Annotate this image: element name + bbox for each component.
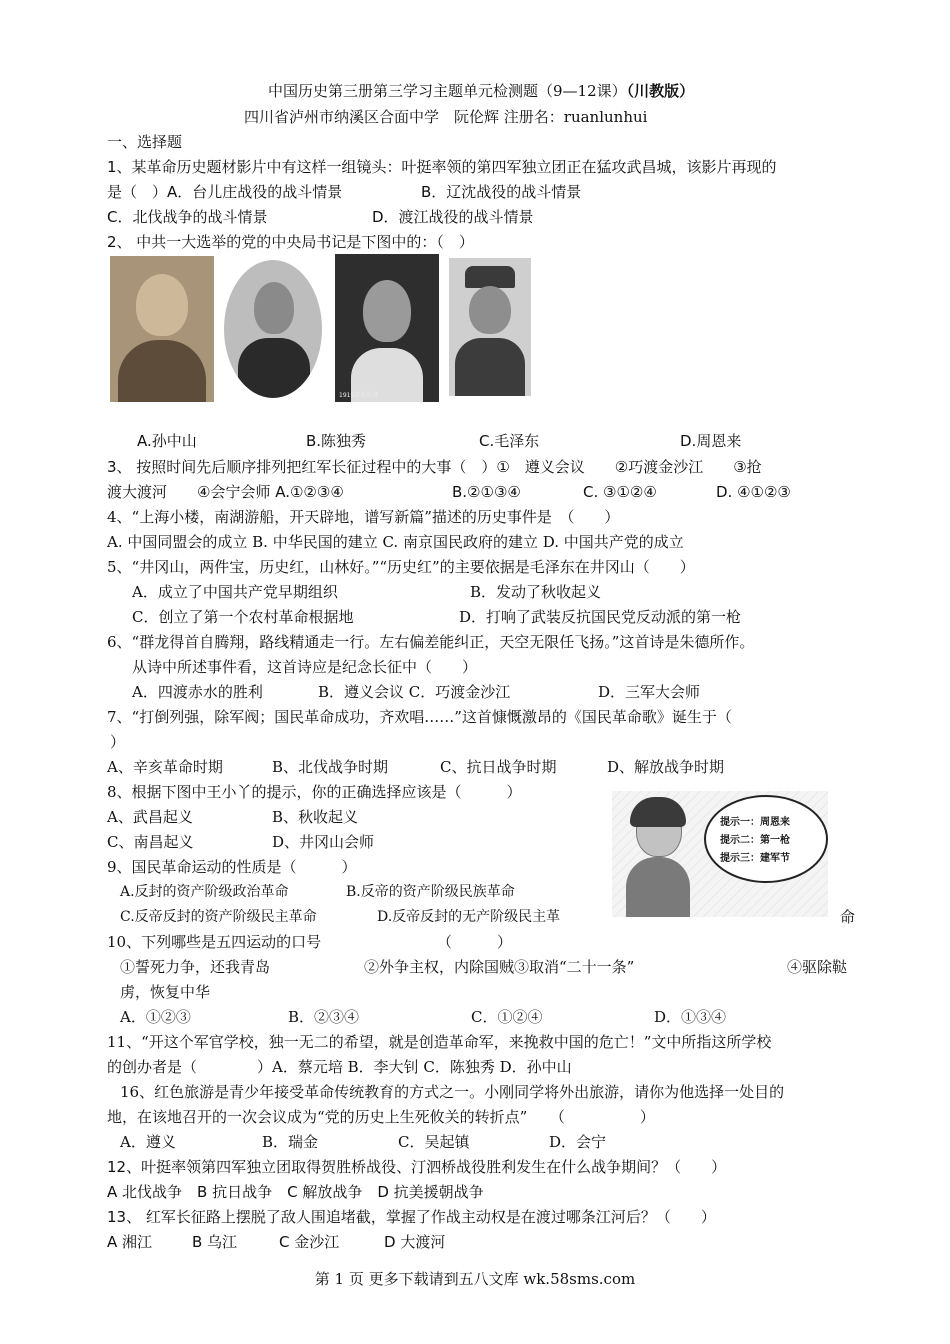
q8-stem: 8、根据下图中王小丫的提示，你的正确选择应该是（ ） [107, 783, 522, 801]
q8-option-a: A、武昌起义 [107, 808, 193, 826]
q1-stem: 1、某革命历史题材影片中有这样一组镜头：叶挺率领的第四军独立团正在猛攻武昌城，该影片再现的 [107, 158, 777, 176]
title-text: 中国历史第三册第三学习主题单元检测题（9—12课） [268, 82, 627, 100]
q10-option-c: C．①②④ [471, 1008, 543, 1026]
q11-stem: 11、“开这个军官学校，独一无二的希望，就是创造革命军，来挽救中国的危亡！”文中所指这所学校 [107, 1033, 772, 1051]
q13-option-d: D 大渡河 [384, 1233, 446, 1251]
q1-option-c: C．北伐战争的战斗情景 [107, 208, 268, 226]
q4-options: A. 中国同盟会的成立 B. 中华民国的建立 C. 南京国民政府的建立 D. 中国共产党的成立 [107, 533, 684, 551]
hint-two: 提示二：第一枪 [720, 835, 790, 846]
q1-option-d: D．渡江战役的战斗情景 [372, 208, 534, 226]
q16-stem-2: 地，在该地召开的一次会议成为“党的历史上生死攸关的转折点” （ ） [107, 1108, 655, 1126]
q3-stem: 3、 按照时间先后顺序排列把红军长征过程中的大事（ ）① 遵义会议 ②巧渡金沙江 ③抢 [107, 458, 762, 476]
q9-option-c: C.反帝反封的资产阶级民主革命 [120, 909, 317, 925]
q7-option-c: C、抗日战争时期 [440, 758, 557, 776]
q7-stem: 7、“打倒列强，除军阀；国民革命成功，齐欢唱……”这首慷慨激昂的《国民革命歌》诞生于（ [107, 708, 732, 726]
q7-option-a: A、辛亥革命时期 [107, 758, 223, 776]
q2-option-c: C.毛泽东 [479, 432, 540, 450]
q10-paren: （ ） [437, 933, 513, 951]
q13-option-c: C 金沙江 [279, 1233, 340, 1251]
q7-stem-2: ） [110, 733, 126, 751]
q9-option-a: A.反封的资产阶级政治革命 [120, 884, 289, 900]
q10-slogan-1: ①誓死力争，还我青岛 [120, 958, 271, 976]
q12-options: A 北伐战争 B 抗日战争 C 解放战争 D 抗美援朝战争 [107, 1183, 484, 1201]
q7-option-b: B、北伐战争时期 [272, 758, 389, 776]
page-footer: 第 1 页 更多下载请到五八文库 wk.58sms.com [314, 1270, 636, 1288]
q10-stem: 10、下列哪些是五四运动的口号 [107, 933, 322, 951]
q9-option-d: D.反帝反封的无产阶级民主革 [377, 909, 561, 925]
q9-option-d-tail: 命 [840, 908, 856, 926]
q12-stem: 12、叶挺率领第四军独立团取得贺胜桥战役、汀泗桥战役胜利发生在什么战争期间？（ ） [107, 1158, 727, 1176]
q16-option-c: C．吴起镇 [398, 1133, 470, 1151]
q13-option-b: B 乌江 [192, 1233, 238, 1251]
hint-one: 提示一：周恩来 [720, 817, 790, 828]
q5-stem: 5、“井冈山，两件宝，历史红，山林好。”“历史红”的主要依据是毛泽东在井冈山（ ） [107, 558, 695, 576]
q2-stem: 2、 中共一大选举的党的中央局书记是下图中的：（ ） [107, 233, 474, 251]
q4-stem: 4、“上海小楼，南湖游船，开天辟地，谱写新篇”描述的历史事件是 （ ） [107, 508, 620, 526]
q6-option-bc: B．遵义会议 C．巧渡金沙江 [318, 683, 511, 701]
q10-slogan-4-cont: 虏，恢复中华 [120, 983, 211, 1001]
section-heading: 一、选择题 [107, 133, 183, 151]
author-line: 四川省泸州市纳溪区合面中学 阮伦辉 注册名：ruanlunhui [244, 108, 648, 126]
q13-stem: 13、 红军长征路上摆脱了敌人围追堵截，掌握了作战主动权是在渡过哪条江河后？（ ） [107, 1208, 716, 1226]
q6-stem: 6、“群龙得首自腾翔，路线精通走一行。左右偏差能纠正，天空无限任飞扬。”这首诗是朱德所作。 [107, 633, 755, 651]
q3-option-c: C. ③①②④ [583, 483, 657, 501]
q5-option-c: C．创立了第一个农村革命根据地 [132, 608, 354, 626]
q8-option-c: C、南昌起义 [107, 833, 194, 851]
photo-caption: 1919年在长沙 [339, 392, 379, 399]
q13-option-a: A 湘江 [107, 1233, 153, 1251]
q1-option-a: 是（ ）A．台儿庄战役的战斗情景 [107, 183, 343, 201]
q6-stem-2: 从诗中所述事件看，这首诗应是纪念长征中（ ） [132, 658, 478, 676]
q11-options: 的创办者是（ ）A．蔡元培 B．李大钊 C．陈独秀 D．孙中山 [107, 1058, 572, 1076]
photo-zhou-enlai [449, 258, 531, 396]
q16-option-b: B．瑞金 [262, 1133, 319, 1151]
hint-three: 提示三：建军节 [720, 853, 790, 864]
q16-option-a: A．遵义 [120, 1133, 176, 1151]
q9-stem: 9、国民革命运动的性质是（ ） [107, 858, 357, 876]
q6-option-a: A．四渡赤水的胜利 [132, 683, 263, 701]
q2-option-d: D.周恩来 [680, 432, 742, 450]
q3-option-b: B.②①③④ [452, 483, 521, 501]
q2-option-a: A.孙中山 [137, 432, 197, 450]
photo-mao-zedong [335, 254, 439, 402]
q10-slogan-4: ④驱除鞑 [787, 958, 848, 976]
q3-option-d: D. ④①②③ [716, 483, 791, 501]
q5-option-d: D．打响了武装反抗国民党反动派的第一枪 [459, 608, 742, 626]
q10-option-a: A．①②③ [120, 1008, 191, 1026]
q5-option-a: A．成立了中国共产党早期组织 [132, 583, 338, 601]
q8-option-d: D、井冈山会师 [272, 833, 375, 851]
q7-option-d: D、解放战争时期 [607, 758, 725, 776]
q1-option-b: B．辽沈战役的战斗情景 [421, 183, 582, 201]
q10-slogan-2: ②外争主权，内除国贼③取消“二十一条” [364, 958, 635, 976]
q16-stem: 16、红色旅游是青少年接受革命传统教育的方式之一。小刚同学将外出旅游，请你为他选择一处目的 [120, 1083, 785, 1101]
q5-option-b: B．发动了秋收起义 [470, 583, 602, 601]
q8-option-b: B、秋收起义 [272, 808, 359, 826]
q9-option-b: B.反帝的资产阶级民族革命 [346, 884, 515, 900]
edition-label: （川教版） [626, 82, 695, 100]
q2-option-b: B.陈独秀 [306, 432, 367, 450]
q8-illustration [612, 791, 828, 917]
document-title [268, 80, 694, 102]
q10-option-b: B．②③④ [288, 1008, 360, 1026]
q6-option-d: D．三军大会师 [598, 683, 701, 701]
q10-option-d: D．①③④ [654, 1008, 727, 1026]
photo-chen-duxiu [220, 256, 328, 402]
presenter-body [626, 857, 690, 917]
q3-option-a: 渡大渡河 ④会宁会师 A.①②③④ [107, 483, 344, 501]
photo-sun-zhongshan [110, 256, 214, 402]
q16-option-d: D．会宁 [549, 1133, 607, 1151]
